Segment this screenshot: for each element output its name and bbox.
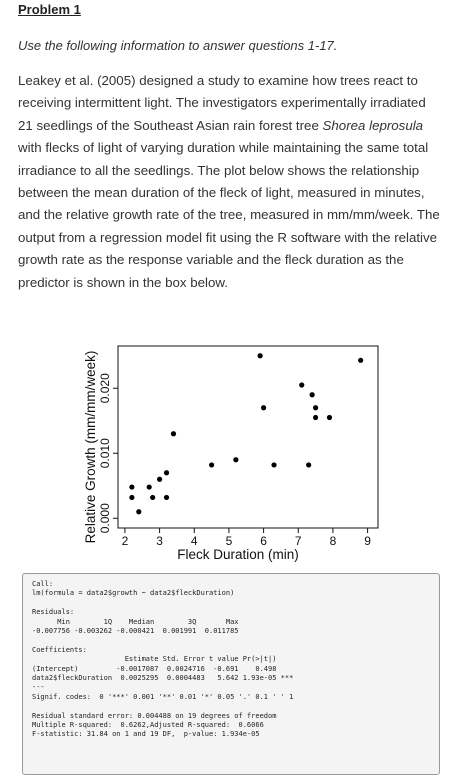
data-point-2 — [136, 509, 141, 514]
data-point-11 — [258, 353, 263, 358]
x-tick-label-7: 9 — [364, 534, 371, 548]
residuals-values: -0.007756 -0.003262 -0.000421 0.001991 0.011785 — [32, 627, 239, 636]
residual-std-error: Residual standard error: 0.004488 on 19 degrees of freedom — [32, 711, 277, 720]
y-tick-label-2: 0.020 — [98, 373, 112, 404]
data-point-5 — [157, 477, 162, 482]
data-point-4 — [150, 495, 155, 500]
data-point-9 — [209, 462, 214, 467]
r-output-box — [22, 573, 440, 775]
data-point-14 — [299, 382, 304, 387]
coef-fleck-row: data2$fleckDuration 0.0025295 0.0004483 5.642 1.93e-05 *** — [32, 674, 294, 683]
instruction-text: Use the following information to answer questions 1-17. — [18, 38, 338, 53]
data-point-7 — [164, 495, 169, 500]
x-tick-label-3: 5 — [225, 534, 233, 548]
y-axis-label: Relative Growth (mm/mm/week) — [83, 350, 98, 544]
signif-codes: Signif. codes: 0 '***' 0.001 '**' 0.01 '*' 0.05 '.' 0.1 ' ' 1 — [32, 692, 294, 701]
data-point-17 — [313, 405, 318, 410]
coef-intercept-row: (Intercept) -0.0017087 0.0024716 -0.691 0.498 — [32, 664, 277, 673]
data-point-0 — [129, 484, 134, 489]
data-point-8 — [171, 431, 176, 436]
study-description — [18, 70, 443, 294]
data-point-1 — [129, 495, 134, 500]
data-point-15 — [306, 462, 311, 467]
y-tick-label-0: 0.000 — [98, 503, 112, 534]
separator: --- — [32, 683, 45, 692]
f-statistic: F-statistic: 31.84 on 1 and 19 DF, p-value: 1.934e-05 — [32, 730, 260, 739]
data-point-12 — [261, 405, 266, 410]
x-tick-label-4: 6 — [260, 534, 267, 548]
scatter-plot — [82, 340, 382, 562]
data-point-10 — [233, 457, 238, 462]
problem-title: Problem 1 — [18, 2, 81, 17]
data-point-13 — [271, 462, 276, 467]
x-tick-label-5: 7 — [294, 534, 302, 548]
data-point-18 — [313, 415, 318, 420]
call-formula: lm(formula = data2$growth ~ data2$fleckDuration) — [32, 589, 235, 598]
description-part-1: Leakey et al. (2005) designed a study to examine how trees react to receiving intermittent light. The investigators experimentally irradiated 21 seedlings of the Southeast Asian rain forest tree — [18, 73, 426, 133]
data-point-20 — [358, 358, 363, 363]
coefficients-header: Coefficients: — [32, 645, 87, 654]
description-part-2: with flecks of light of varying duration while maintaining the same total irradiance to all the seedlings. The plot below shows the relationship between the mean duration of the fleck of light, measured in minutes, and the relative growth rate of the tree, measured in mm/mm/week. The output from a regression model fit using the R software with the relative growth rate as the response variable and the fleck duration as the predictor is shown in the box below. — [18, 140, 440, 290]
x-tick-label-6: 8 — [329, 534, 337, 548]
data-point-6 — [164, 470, 169, 475]
data-point-19 — [327, 415, 332, 420]
residuals-labels: Min 1Q Median 3Q Max — [32, 617, 239, 626]
coef-column-header: Estimate Std. Error t value Pr(>|t|) — [32, 655, 277, 664]
x-axis-label: Fleck Duration (min) — [177, 547, 299, 562]
call-header: Call: — [32, 580, 54, 588]
data-point-3 — [147, 484, 152, 489]
y-tick-label-1: 0.010 — [98, 438, 112, 469]
r-squared: Multiple R-squared: 0.6262,Adjusted R-squared: 0.6066 — [32, 721, 264, 730]
x-tick-label-1: 3 — [156, 534, 163, 548]
species-name: Shorea leprosula — [322, 117, 424, 133]
x-tick-label-2: 4 — [190, 534, 198, 548]
residuals-header: Residuals: — [32, 608, 75, 617]
data-point-16 — [310, 392, 315, 397]
plot-frame — [118, 346, 378, 528]
x-tick-label-0: 2 — [121, 534, 129, 548]
